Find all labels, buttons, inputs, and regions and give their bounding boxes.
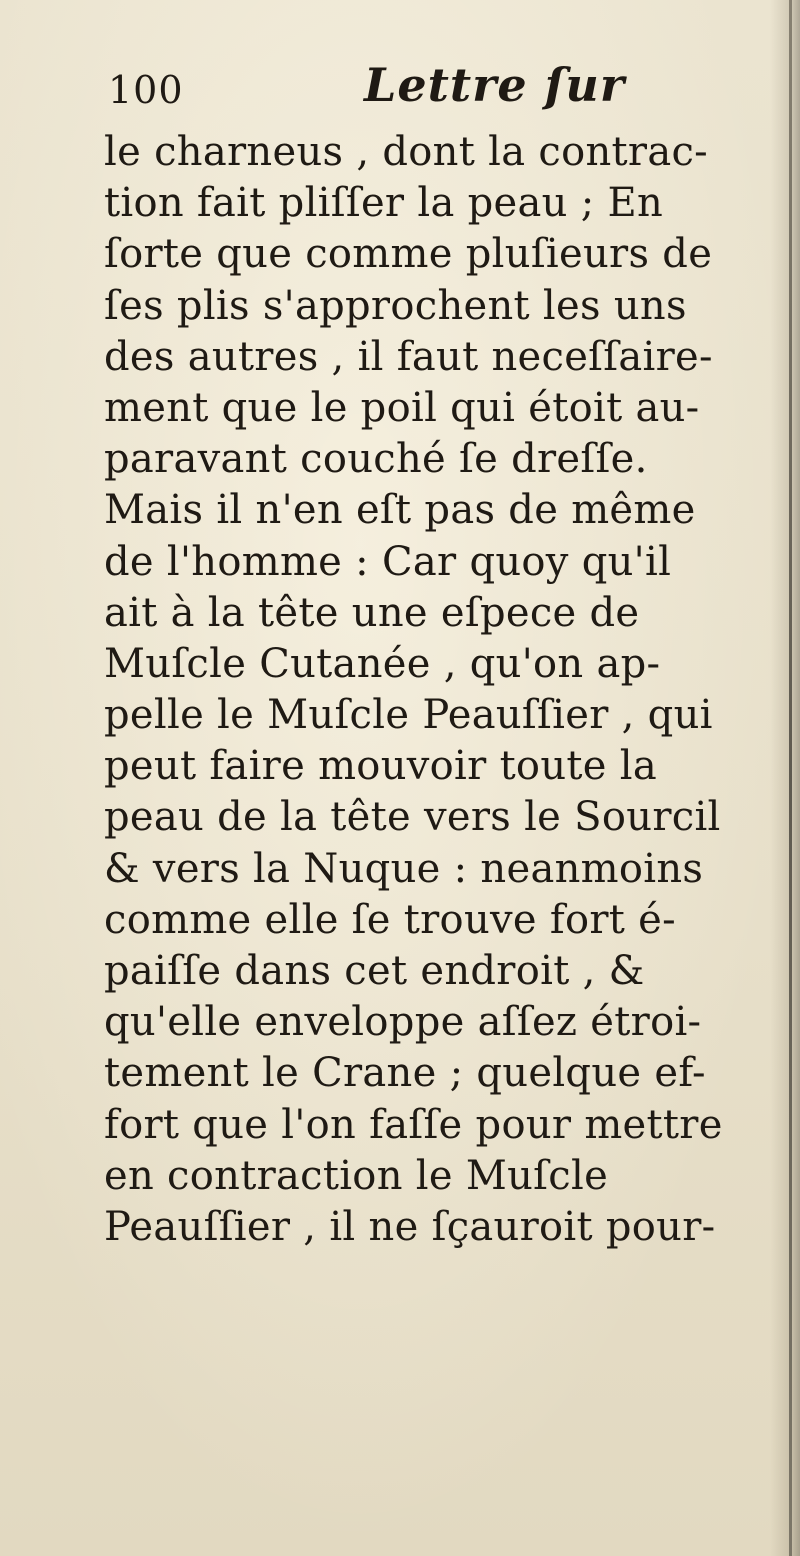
text-line: & vers la Nuque : neanmoins bbox=[104, 845, 704, 892]
text-line: tion fait pliſſer la peau ; En bbox=[104, 180, 664, 227]
page-gutter-shadow bbox=[770, 0, 800, 1556]
text-line: fort que l'on faſſe pour mettre bbox=[104, 1101, 723, 1148]
text-line: Peauſſier , il ne ſçauroit pour- bbox=[104, 1203, 716, 1250]
text-line: Mais il n'en eſt pas de même bbox=[104, 487, 696, 534]
text-line: peau de la tête vers le Sourcil bbox=[104, 794, 721, 841]
text-line: paiſſe dans cet endroit , & bbox=[104, 948, 645, 994]
text-line: qu'elle enveloppe aſſez étroi- bbox=[104, 999, 702, 1046]
text-line: ait à la tête une eſpece de bbox=[104, 589, 640, 636]
text-line: pelle le Muſcle Peauſſier , qui bbox=[104, 692, 713, 739]
text-line: ſes plis s'approchent les uns bbox=[104, 282, 687, 329]
text-line: le charneus , dont la contrac- bbox=[104, 129, 708, 175]
text-line: ment que le poil qui étoit au- bbox=[104, 384, 700, 431]
text-line: des autres , il faut neceſſaire- bbox=[104, 333, 713, 380]
running-title: Lettre ſur bbox=[364, 58, 626, 112]
page-header bbox=[108, 58, 688, 118]
text-line: comme elle ſe trouve fort é- bbox=[104, 896, 676, 943]
page-number: 100 bbox=[108, 68, 184, 112]
text-line: paravant couché ſe dreſſe. bbox=[104, 436, 648, 483]
text-line: en contraction le Muſcle bbox=[104, 1152, 609, 1199]
text-line: de l'homme : Car quoy qu'il bbox=[104, 538, 672, 585]
text-line: Muſcle Cutanée , qu'on ap- bbox=[104, 640, 661, 687]
body-text bbox=[104, 127, 764, 1253]
page-edge bbox=[789, 0, 792, 1556]
text-line: ſorte que comme pluſieurs de bbox=[104, 231, 713, 278]
text-line: peut faire mouvoir toute la bbox=[104, 743, 657, 790]
text-line: tement le Crane ; quelque ef- bbox=[104, 1050, 706, 1097]
